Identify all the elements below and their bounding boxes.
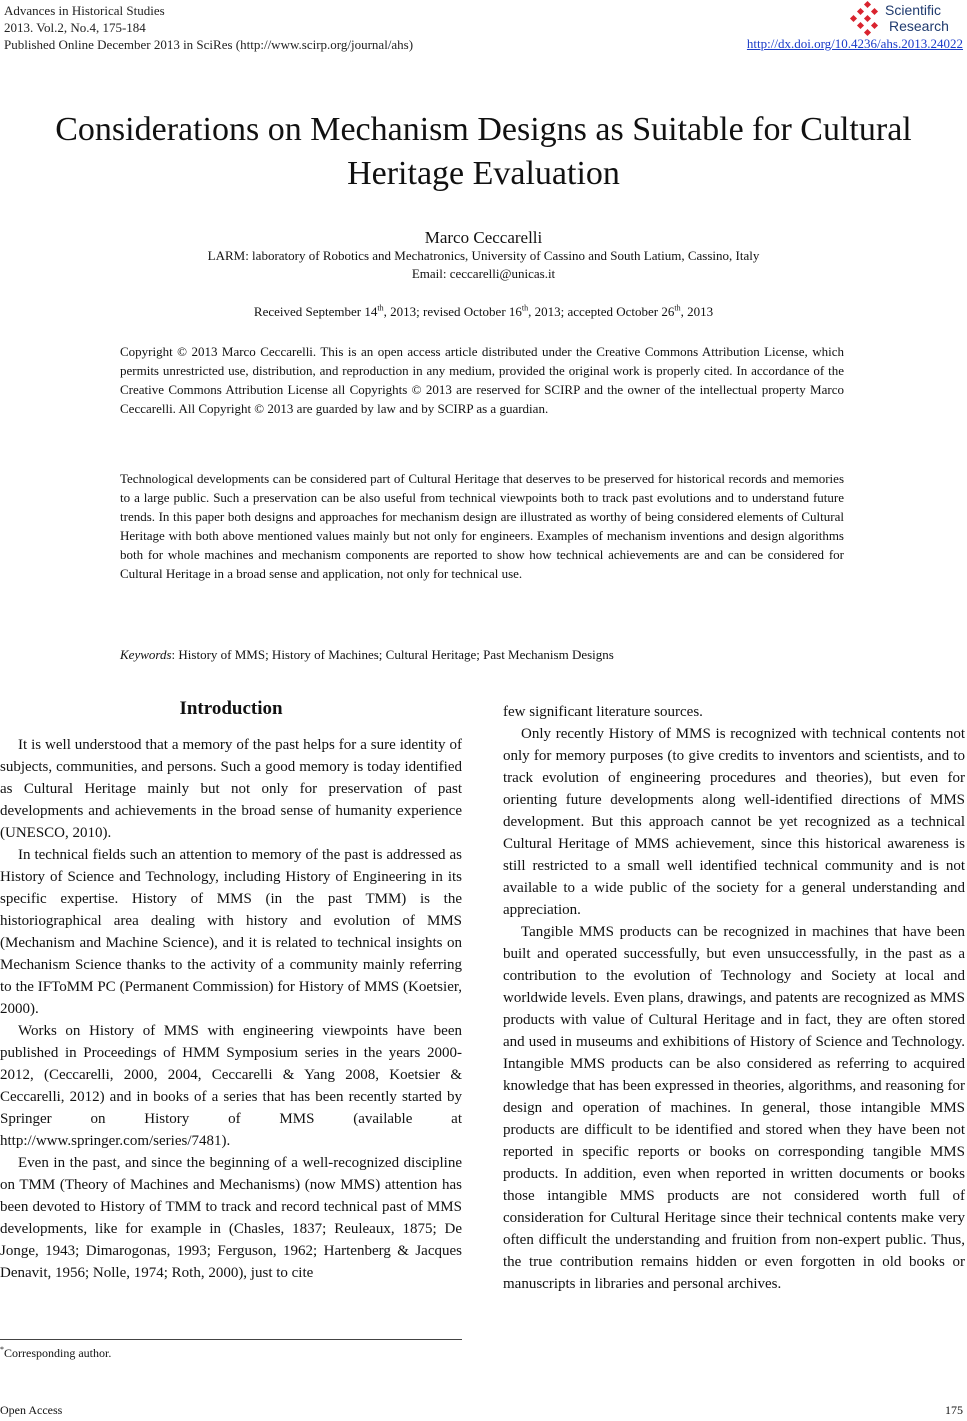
article-title: Considerations on Mechanism Designs as Suitable for Cultural Heritage Evaluation: [55, 111, 912, 192]
doi-link[interactable]: http://dx.doi.org/10.4236/ahs.2013.24022: [746, 36, 963, 51]
keywords-label: Keywords: [120, 647, 172, 662]
author-email: Email: ceccarelli@unicas.it: [411, 266, 556, 281]
paragraph: In technical fields such an attention to memory of the past is addressed as History of Science and Technology, including History of Engineering in its specific expertise. History of MMS (in the past TMM) is the historiographical area dealing with history and evolution of MMS (Mechanism and Machine Science), and it is related to technical insights on Mechanism Science thanks to the activity of a community mainly referring to the IFToMM PC (Permanent Commission) for History of MMS (Koetsier, 2000).: [0, 847, 462, 1017]
paragraph: Tangible MMS products can be recognized in machines that have been built and operated successfully, but even unsuccessfully, in the past as a contribution to the evolution of Technology and Society at local and worldwide levels. Even plans, drawings, and patents are recognized as MMS products with value of Cultural Heritage and in fact, they are often stored and used in museums and exhibitions of History of Science and Technology. Intangible MMS products can be also considered as referring to acquired knowledge that has been expressed in theories, algorithms, and reasoning for design and operation of machines. In general, those intangible MMS products are difficult to be identified and stored when they have been not reported in specific reports or books on corresponding tangible MMS products. In addition, even when reported in written documents or books those intangible MMS products are not considered worth full of consideration for Cultural Heritage since their technical contents make very often difficult the understanding and fruition from non-expert public. Thus, the true contribution remains hidden or even forgotten in old books or manuscripts in libraries and personal archives.: [503, 924, 965, 1292]
paragraph: It is well understood that a memory of the past helps for a sure identity of subjects, communities, and persons. Such a good memory is today identified as Cultural Heritage mainly but not only for preservation of past developments and achievements in the broad sense of humanity experience (UNESCO, 2010).: [0, 737, 462, 841]
footer-open-access: Open Access: [0, 1403, 63, 1417]
footnote-divider: [0, 1339, 462, 1340]
footnote: *Corresponding author.: [0, 1345, 112, 1360]
paragraph: Even in the past, and since the beginning of a well-recognized discipline on TMM (Theory of Machines and Mechanisms) (now MMS) attention has been devoted to History of TMM to track and record technical past of MMS developments, like for example in (Chasles, 1837; Reuleaux, 1875; De Jonge, 1943; Dimarogonas, 1993; Ferguson, 1962; Hartenberg & Jacques Denavit, 1956; Nolle, 1974; Roth, 2000), just to cite: [0, 1155, 462, 1281]
left-column: [0, 734, 462, 1284]
page-number: 175: [945, 1403, 963, 1417]
keywords: [120, 645, 844, 664]
keywords-list: : History of MMS; History of Machines; Cultural Heritage; Past Mechanism Designs: [171, 647, 614, 662]
section-heading-introduction: Introduction: [179, 698, 283, 719]
paragraph: Only recently History of MMS is recognized with technical contents not only for memory purposes (to give credits to inventors and scientists, and to track evolution of engineering procedures and theories), but even for orienting future developments along well-identified directions of MMS development. But this approach cannot be yet recognized as a technical Cultural Heritage of MMS achievement, since this historical awareness is still restricted to a small well identified technical community and is not available to a wide public of the society for a general understanding and appreciation.: [503, 726, 965, 918]
author-name: Marco Ceccarelli: [424, 228, 543, 247]
logo-text-line1: Scientific: [885, 2, 942, 18]
logo-text-line2: Research: [889, 18, 949, 34]
scientific-research-logo: [843, 0, 963, 40]
abstract: Technological developments can be considered part of Cultural Heritage that deserves to be preserved for historical records and memories to a large public. Such a preservation can be also useful from technical viewpoints both to track past evolutions and to understand future trends. In this paper both designs and approaches for mechanism design are illustrated as worthy of being considered elements of Cultural Heritage with both above mentioned values mainly but not only for engineers. Examples of mechanism inventions and design algorithms both for whole machines and mechanism components are reported to show how technical achievements are and can be considered for Cultural Heritage in a broad sense and application, not only for technical use.: [120, 471, 844, 581]
publication-info: Published Online December 2013 in SciRes (http://www.scirp.org/journal/ahs): [4, 37, 414, 52]
author-affiliation: LARM: laboratory of Robotics and Mechatronics, University of Cassino and South Latium, Cassino, Italy: [207, 248, 760, 263]
paragraph: few significant literature sources.: [503, 704, 703, 720]
right-column: [503, 701, 965, 1295]
volume-info: 2013. Vol.2, No.4, 175-184: [4, 20, 146, 35]
paragraph: Works on History of MMS with engineering viewpoints have been published in Proceedings of HMM Symposium series in the years 2000-2012, (Ceccarelli, 2000, 2004, Ceccarelli & Yang 2008, Koetsier & Ceccarelli, 2012) and in books of a series that has been recently started by Springer on History of MMS (available at http://www.springer.com/series/7481).: [0, 1023, 462, 1149]
copyright-notice: Copyright © 2013 Marco Ceccarelli. This is an open access article distributed under the Creative Commons Attribution License, which permits unrestricted use, distribution, and reproduction in any medium, provided the original work is properly cited. In accordance of the Creative Commons Attribution License all Copyrights © 2013 are reserved for SCIRP and the owner of the intellectual property Marco Ceccarelli. All Copyright © 2013 are guarded by law and by SCIRP as a guardian.: [120, 344, 844, 416]
journal-name: Advances in Historical Studies: [4, 3, 165, 18]
received-dates: Received September 14th, 2013; revised October 16th, 2013; accepted October 26th, 2013: [253, 303, 714, 319]
footnote-mark: *: [0, 1345, 4, 1354]
running-header: [4, 2, 564, 53]
